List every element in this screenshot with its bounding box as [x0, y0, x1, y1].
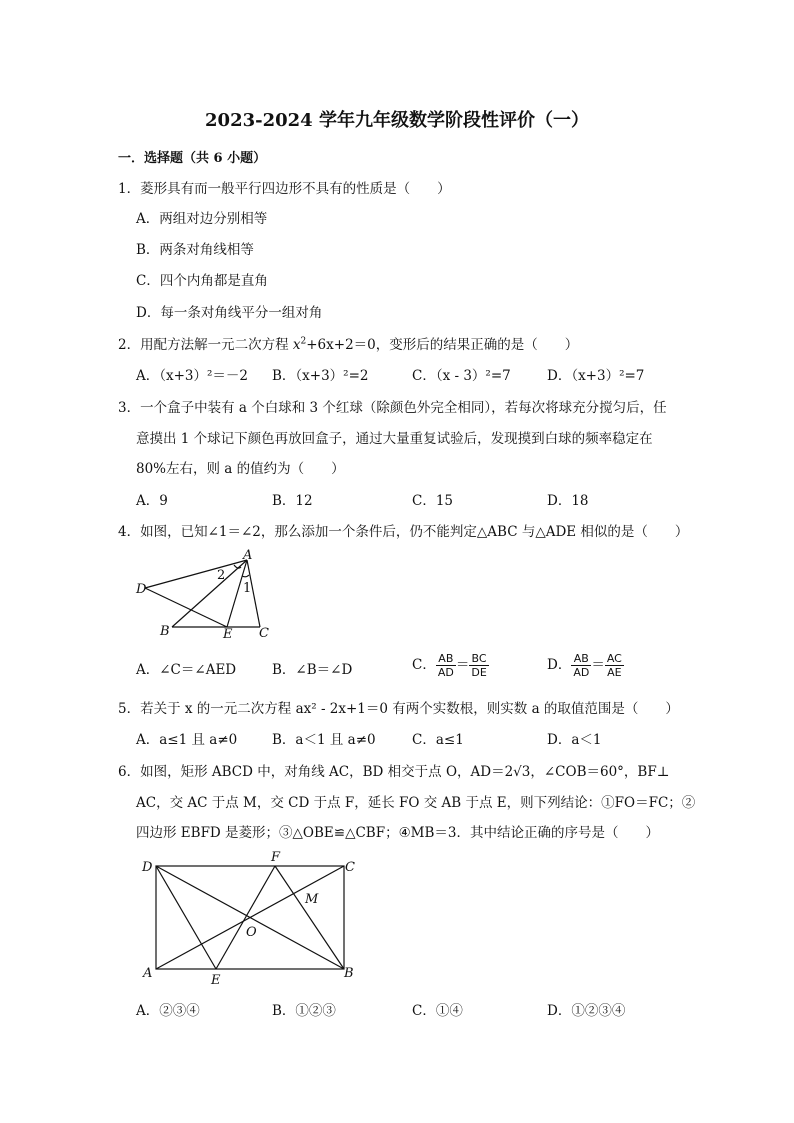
q4-label-a: A: [243, 548, 253, 563]
q6-option-d[interactable]: D．①②③④: [547, 1003, 626, 1019]
q6-label-o: O: [246, 925, 257, 940]
q1-stem: 1．菱形具有而一般平行四边形不具有的性质是（ ）: [118, 181, 451, 197]
q6-option-a[interactable]: A．②③④: [136, 1003, 200, 1019]
q4-c-fraction-left: $\frac{AB}{AD}$: [437, 652, 454, 679]
q6-label-a: A: [143, 966, 153, 981]
q4-label-b: B: [160, 624, 170, 639]
q1-option-d[interactable]: D．每一条对角线平分一组对角: [136, 305, 323, 321]
q4-option-c[interactable]: C． $\frac{AB}{AD}$ ＝ $\frac{BC}{DE}$: [412, 652, 487, 679]
q6-rectangle-figure: [134, 846, 364, 988]
q1-option-c[interactable]: C．四个内角都是直角: [136, 273, 268, 289]
q2-stem: 2．用配方法解一元二次方程 $x^2+6x+2=0$，变形后的结果正确的是（ ）: [118, 336, 579, 353]
q5-option-d[interactable]: D．a＜1: [547, 732, 602, 748]
q4-angle-1: 1: [243, 581, 252, 596]
q4-label-d: D: [136, 582, 147, 597]
q4-c-fraction-right: $\frac{BC}{DE}$: [471, 652, 487, 679]
q6-label-e: E: [211, 973, 221, 988]
q4-label-c: C: [259, 626, 269, 641]
q3-option-c[interactable]: C．15: [412, 493, 454, 509]
q6-label-m: M: [305, 892, 319, 907]
q4-label-e: E: [223, 627, 233, 642]
q5-option-b[interactable]: B．a＜1 且 a≠0: [272, 732, 376, 748]
q2-option-a[interactable]: A．（x+3）²＝－2: [136, 368, 249, 384]
q3-option-b[interactable]: B．12: [272, 493, 313, 509]
q6-stem-line3: 四边形 EBFD 是菱形；③△OBE≌△CBF；④MB＝3．其中结论正确的序号是（ ）: [136, 825, 660, 841]
q5-option-c[interactable]: C．a≤1: [412, 732, 464, 748]
q5-option-a[interactable]: A．a≤1 且 a≠0: [136, 732, 238, 748]
q4-option-d[interactable]: D． $\frac{AB}{AD}$ ＝ $\frac{AC}{AE}$: [547, 652, 622, 679]
section-heading: 一．选择题（共 6 小题）: [118, 151, 267, 166]
q6-label-d: D: [142, 860, 153, 875]
q3-stem-line1: 3．一个盒子中装有 a 个白球和 3 个红球（除颜色外完全相同），若每次将球充分搅匀后，任: [118, 400, 667, 416]
q6-label-c: C: [345, 860, 355, 875]
q6-option-c[interactable]: C．①④: [412, 1003, 463, 1019]
q4-stem: 4．如图，已知∠1＝∠2，那么添加一个条件后，仍不能判定△ABC 与△ADE 相似的是（ ）: [118, 524, 689, 540]
q4-triangle-figure: [130, 548, 280, 643]
q4-option-b[interactable]: B．∠B＝∠D: [272, 662, 353, 678]
q4-d-fraction-left: $\frac{AB}{AD}$: [573, 652, 590, 679]
q4-angle-2: 2: [217, 568, 226, 583]
q3-stem-line2: 意摸出 1 个球记下颜色再放回盒子，通过大量重复试验后，发现摸到白球的频率稳定在: [136, 431, 653, 447]
q3-stem-line3: 80%左右，则 a 的值约为（ ）: [136, 461, 345, 477]
q6-label-b: B: [344, 966, 354, 981]
q4-d-fraction-right: $\frac{AC}{AE}$: [606, 652, 622, 679]
q1-option-a[interactable]: A．两组对边分别相等: [136, 211, 268, 227]
q5-stem: 5．若关于 x 的一元二次方程 ax² - 2x+1＝0 有两个实数根，则实数 a 的取值范围是（ ）: [118, 701, 679, 717]
q2-option-d[interactable]: D．（x+3）²=7: [547, 368, 645, 384]
q6-label-f: F: [271, 850, 281, 865]
q4-option-a[interactable]: A．∠C＝∠AED: [136, 662, 237, 678]
q6-stem-line1: 6．如图，矩形 ABCD 中，对角线 AC，BD 相交于点 O，AD＝2√3，∠COB＝60°，BF⊥: [118, 764, 670, 780]
q3-option-a[interactable]: A．9: [136, 493, 168, 509]
q2-option-c[interactable]: C．（x - 3）²=7: [412, 368, 511, 384]
q6-option-b[interactable]: B．①②③: [272, 1003, 336, 1019]
q2-option-b[interactable]: B．（x+3）²=2: [272, 368, 369, 384]
q6-stem-line2: AC，交 AC 于点 M，交 CD 于点 F，延长 FO 交 AB 于点 E，则下列结论：①FO＝FC；②: [136, 795, 696, 811]
q3-option-d[interactable]: D．18: [547, 493, 589, 509]
page-title: 2023-2024 学年九年级数学阶段性评价（一）: [205, 110, 589, 131]
q1-option-b[interactable]: B．两条对角线相等: [136, 242, 254, 258]
